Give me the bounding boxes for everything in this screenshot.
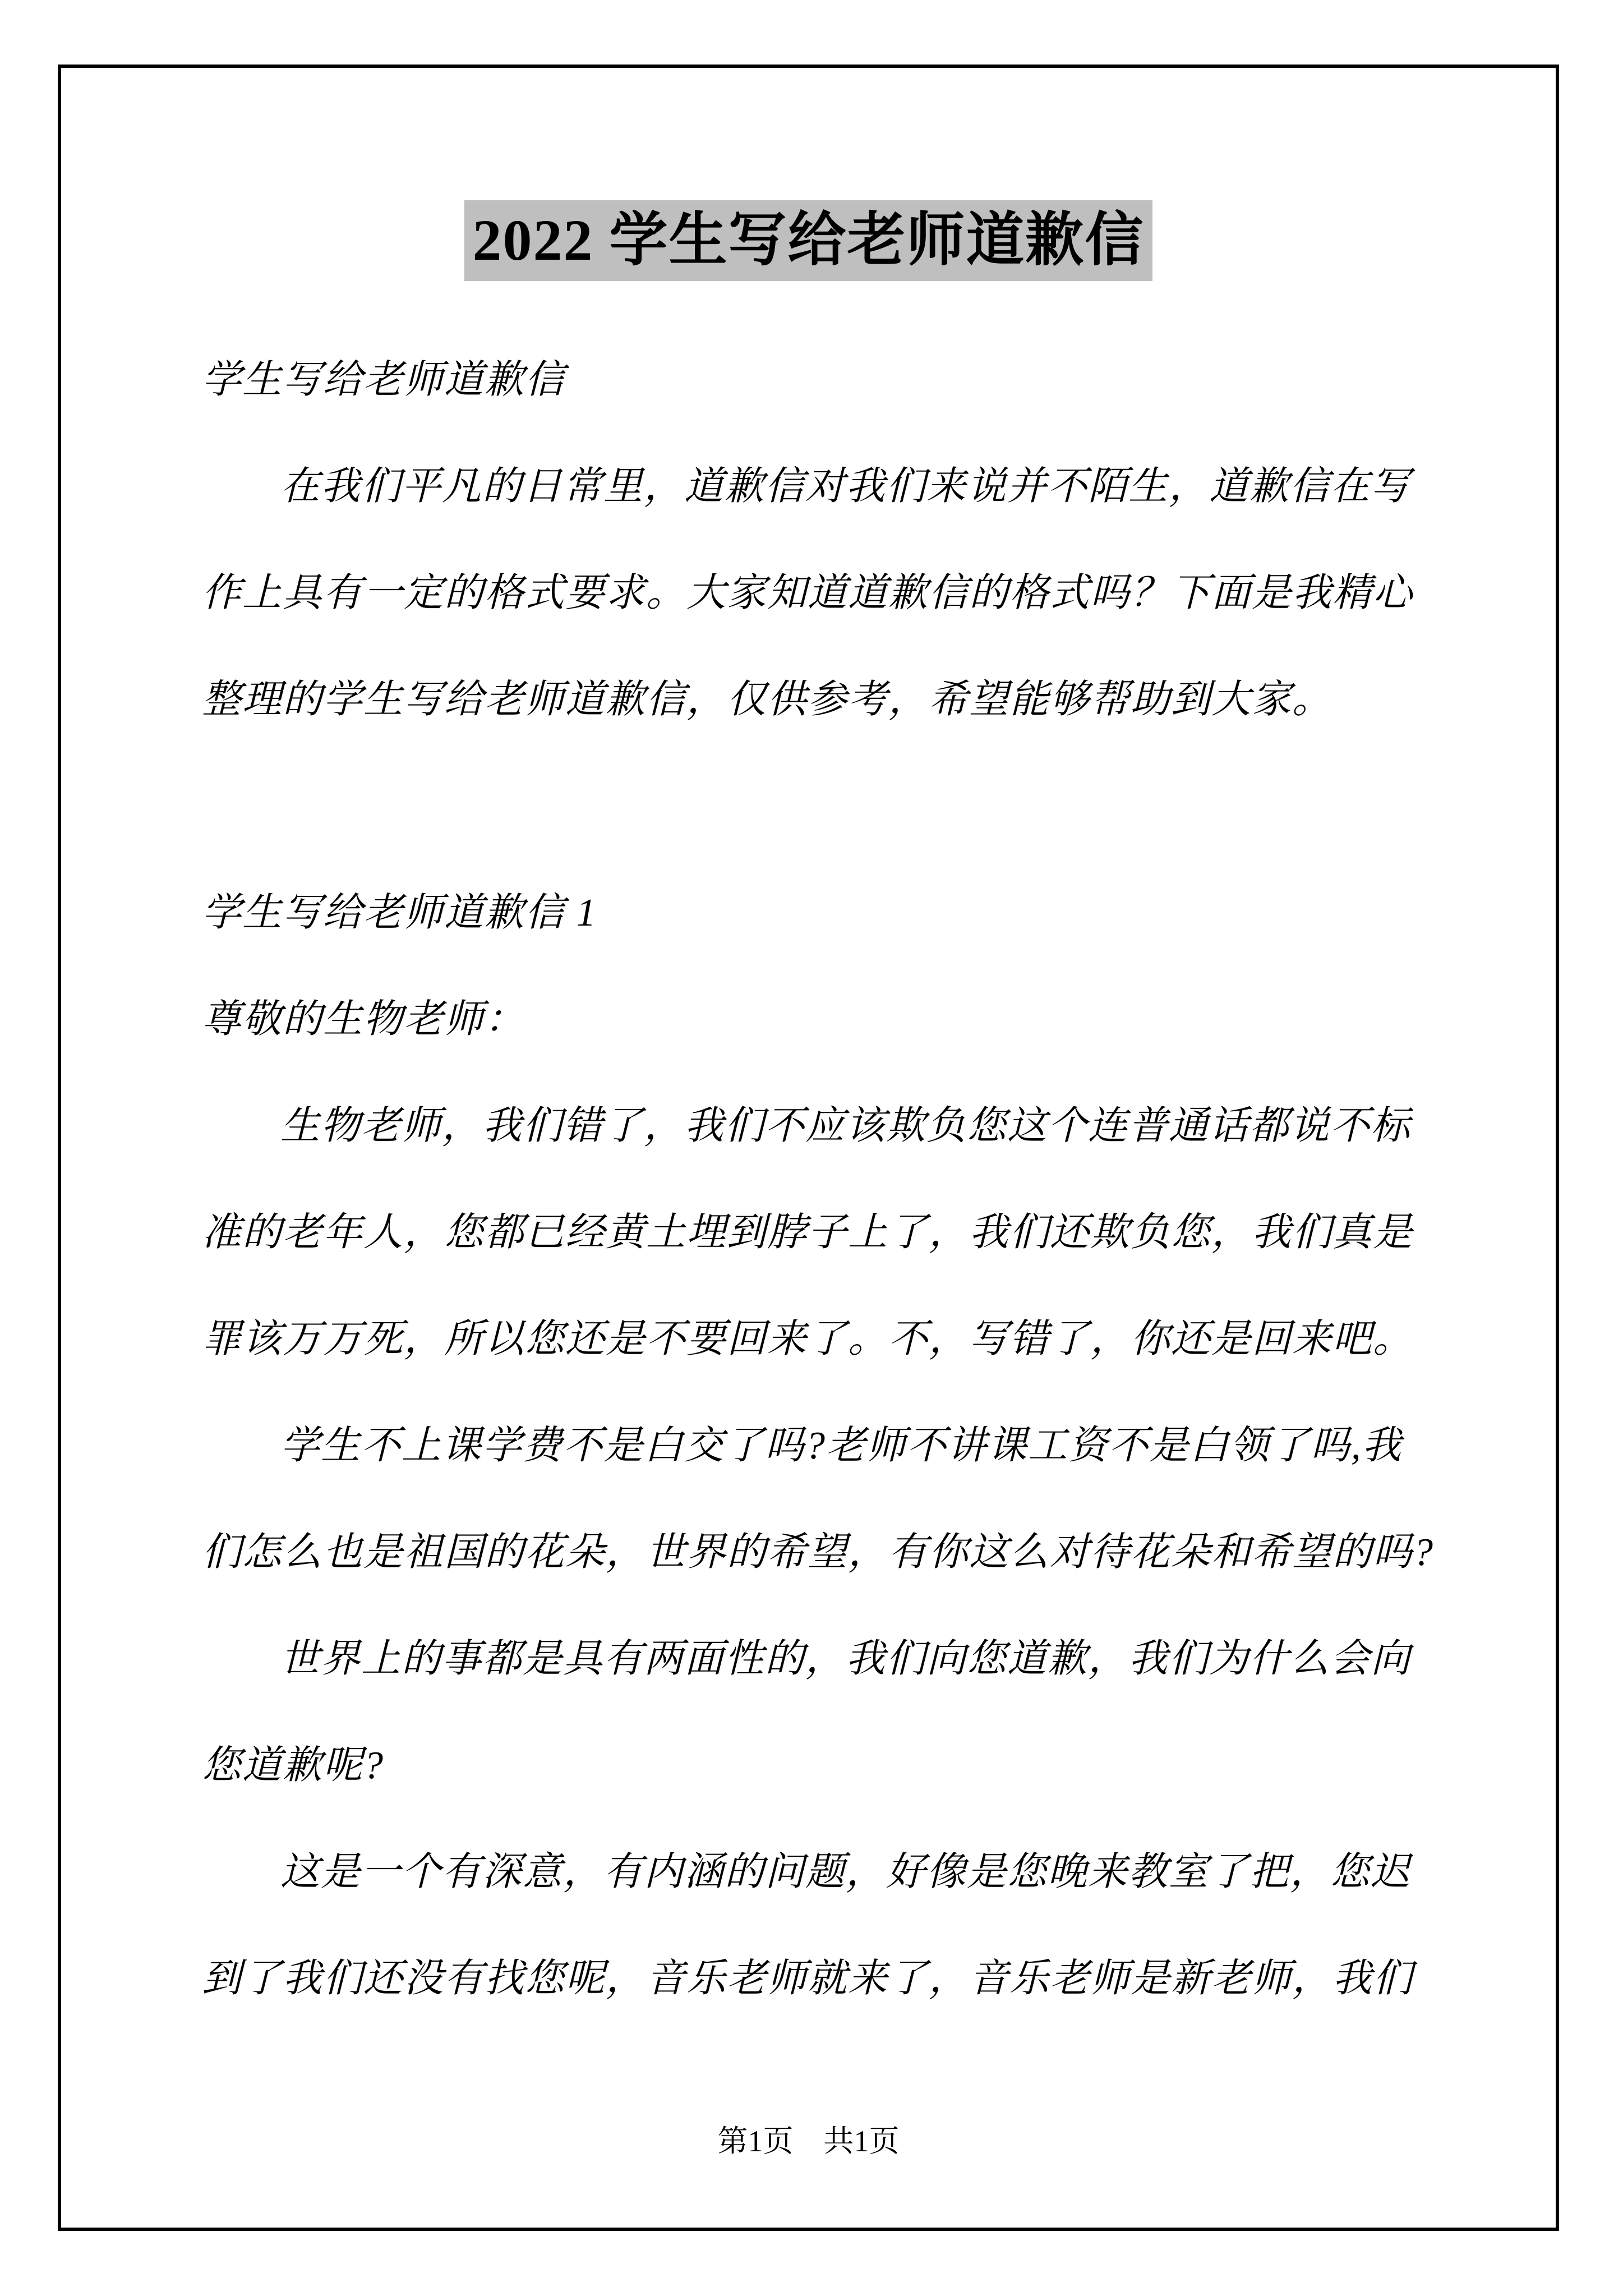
page-footer	[58, 2122, 1559, 2161]
text-line: 准的老年人，您都已经黄土埋到脖子上了，我们还欺负您，我们真是	[202, 1211, 1413, 1254]
text-line: 您道歉呢?	[202, 1744, 384, 1787]
text-line: 整理的学生写给老师道歉信，仅供参考，希望能够帮助到大家。	[202, 678, 1332, 721]
title-row	[58, 200, 1559, 281]
text-line: 这是一个有深意，有内涵的问题，好像是您晚来教室了把，您迟	[280, 1851, 1411, 1894]
document-body	[202, 327, 1453, 2032]
text-line: 到了我们还没有找您呢，音乐老师就来了，音乐老师是新老师，我们	[202, 1957, 1413, 2000]
footer-page-number: 第1页	[717, 2124, 794, 2158]
blank-line	[202, 753, 1453, 860]
document-title: 2022 学生写给老师道歉信	[464, 200, 1152, 281]
text-line: 学生不上课学费不是白交了吗?老师不讲课工资不是白领了吗,我	[280, 1424, 1403, 1467]
text-line: 生物老师，我们错了，我们不应该欺负您这个连普通话都说不标	[280, 1105, 1411, 1148]
text-line: 学生写给老师道歉信	[202, 358, 565, 402]
text-line: 世界上的事都是具有两面性的，我们向您道歉，我们为什么会向	[280, 1637, 1411, 1681]
text-line: 学生写给老师道歉信 1	[202, 891, 597, 935]
text-line: 尊敬的生物老师：	[202, 998, 525, 1041]
text-line: 们怎么也是祖国的花朵，世界的希望，有你这么对待花朵和希望的吗?	[202, 1531, 1434, 1574]
footer-total-pages: 共1页	[823, 2124, 900, 2158]
text-line: 在我们平凡的日常里，道歉信对我们来说并不陌生，道歉信在写	[280, 465, 1411, 508]
text-line: 作上具有一定的格式要求。大家知道道歉信的格式吗？下面是我精心	[202, 572, 1413, 615]
text-line: 罪该万万死，所以您还是不要回来了。不，写错了，你还是回来吧。	[202, 1318, 1413, 1361]
